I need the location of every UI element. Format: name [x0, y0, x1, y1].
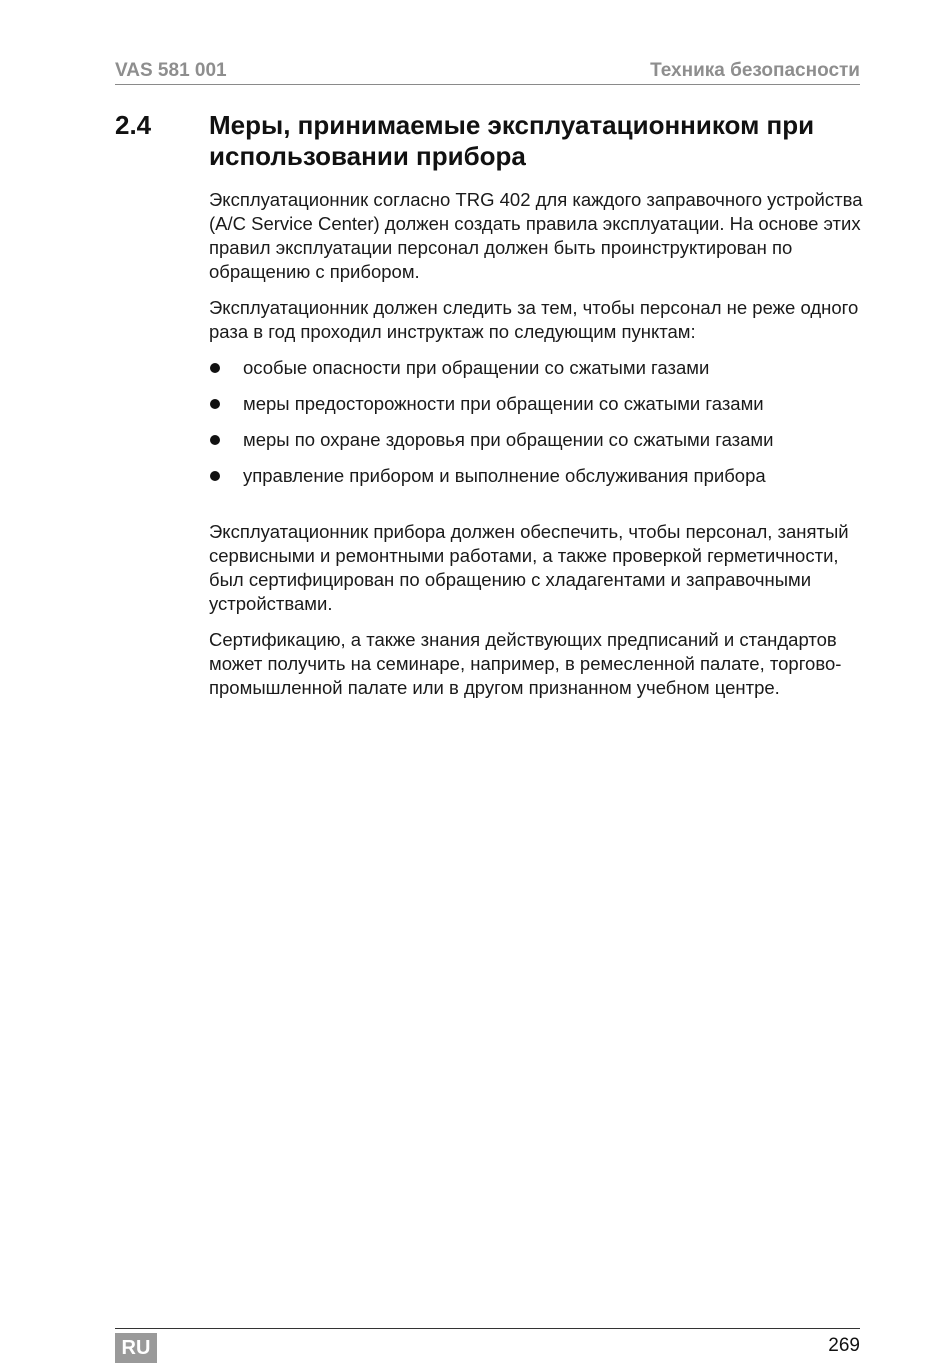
list-item-text: меры предосторожности при обращении со сжатыми газами: [243, 393, 764, 414]
paragraph: Эксплуатационник согласно TRG 402 для каждого заправочного устройства (A/C Service Center) должен создать правила эксплуатации. На основе этих правил эксплуатации персонал должен быть проинструктирован по обращению с прибором.: [209, 189, 863, 282]
list-item-text: особые опасности при обращении со сжатыми газами: [243, 357, 710, 378]
bullet-list: [209, 356, 864, 488]
bullet-icon: [210, 435, 220, 445]
header-document-code: VAS 581 001: [115, 60, 227, 81]
list-item-text: меры по охране здоровья при обращении со сжатыми газами: [243, 429, 774, 450]
spacer: [209, 500, 864, 520]
list-item: [209, 428, 864, 452]
bullet-icon: [210, 363, 220, 373]
page-number: 269: [828, 1335, 860, 1356]
list-item-text: управление прибором и выполнение обслуживания прибора: [243, 465, 766, 486]
paragraph: Сертификацию, а также знания действующих предписаний и стандартов может получить на семинаре, например, в ремесленной палате, торгово-промышленной палате или в другом признанном учебном центре.: [209, 629, 842, 698]
list-item: [209, 392, 864, 416]
language-badge: RU: [115, 1333, 157, 1363]
header-chapter-title: Техника безопасности: [650, 60, 860, 81]
list-item: [209, 464, 864, 488]
list-item: [209, 356, 864, 380]
paragraph: Эксплуатационник должен следить за тем, чтобы персонал не реже одного раза в год проходил инструктаж по следующим пунктам:: [209, 297, 859, 342]
paragraph: Эксплуатационник прибора должен обеспечить, чтобы персонал, занятый сервисными и ремонтными работами, а также проверкой герметичности, был сертифицирован по обращению с хладагентами и заправочными устройствами.: [209, 521, 849, 614]
bullet-icon: [210, 471, 220, 481]
page-footer: [115, 1328, 860, 1365]
section-number: 2.4: [115, 110, 152, 140]
page-header: [115, 60, 860, 85]
section-body: [209, 188, 864, 712]
section-title: Меры, принимаемые эксплуатационником при использовании прибора: [209, 110, 815, 171]
bullet-icon: [210, 399, 220, 409]
